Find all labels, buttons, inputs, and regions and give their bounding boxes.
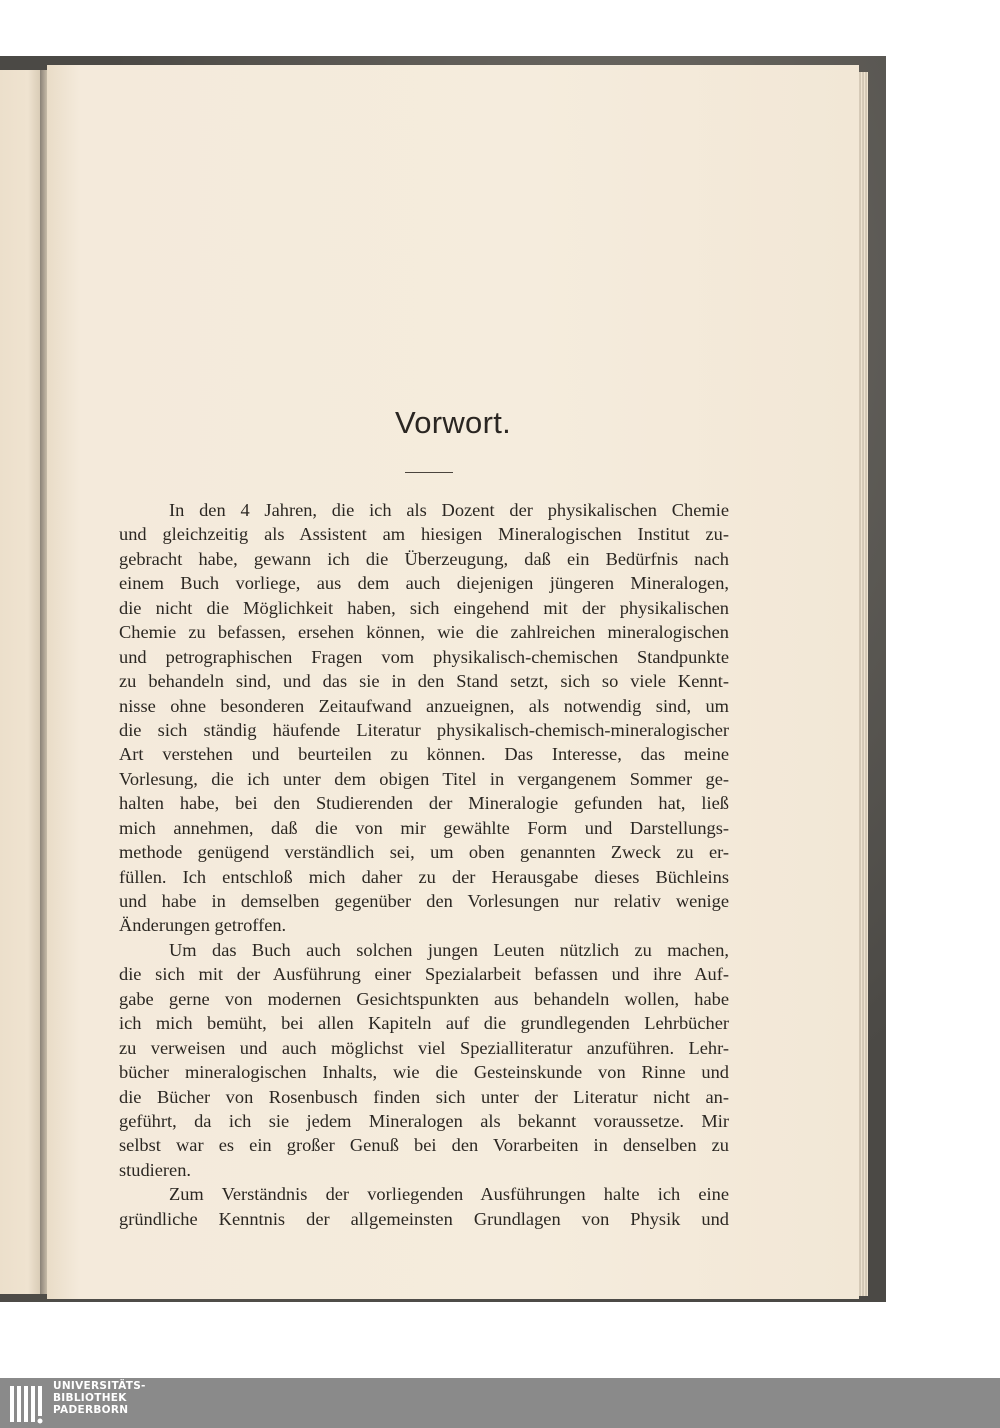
book-page xyxy=(47,65,859,1299)
text-line: füllen. Ich entschloß mich daher zu der Herausgabe dieses Büchleins xyxy=(119,866,729,887)
text-line: methode genügend verständlich sei, um oben genannten Zweck zu er- xyxy=(119,842,729,863)
library-name xyxy=(53,1380,146,1416)
text-line: die Bücher von Rosenbusch finden sich unter der Literatur nicht an- xyxy=(119,1086,729,1107)
text-line: einem Buch vorliege, aus dem auch diejenigen jüngeren Mineralogen, xyxy=(119,573,729,594)
library-name-line3: PADERBORN xyxy=(53,1404,129,1416)
text-line: zu verweisen und auch möglichst viel Spezialliteratur anzuführen. Lehr- xyxy=(119,1037,729,1058)
text-line: Um das Buch auch solchen jungen Leuten nützlich zu machen, xyxy=(169,939,729,960)
text-line: und petrographischen Fragen vom physikalisch-chemischen Standpunkte xyxy=(119,646,729,667)
text-line: Chemie zu befassen, ersehen können, wie die zahlreichen mineralogischen xyxy=(119,622,729,643)
text-line: geführt, da ich sie jedem Mineralogen als bekannt voraussetze. Mir xyxy=(119,1110,729,1131)
text-line: und gleichzeitig als Assistent am hiesigen Mineralogischen Institut zu- xyxy=(119,524,729,545)
text-line: bücher mineralogischen Inhalts, wie die Gesteinskunde von Rinne und xyxy=(119,1062,729,1083)
text-line: zu behandeln sind, und das sie in den Stand setzt, sich so viele Kennt- xyxy=(119,671,729,692)
library-name-line1: UNIVERSITÄTS- xyxy=(53,1380,146,1392)
library-bars-logo-icon xyxy=(8,1382,48,1426)
text-line: gebracht habe, gewann ich die Überzeugung, daß ein Bedürfnis nach xyxy=(119,548,729,569)
left-page-edge xyxy=(0,70,40,1294)
text-line: Änderungen getroffen. xyxy=(119,915,287,936)
text-line: ich mich bemüht, bei allen Kapiteln auf die grundlegenden Lehrbücher xyxy=(119,1013,729,1034)
text-line: nisse ohne besonderen Zeitaufwand anzueignen, als notwendig sind, um xyxy=(119,695,729,716)
text-line: die nicht die Möglichkeit haben, sich eingehend mit der physikalischen xyxy=(119,597,729,618)
text-line: selbst war es ein großer Genuß bei den Vorarbeiten in denselben zu xyxy=(119,1135,729,1156)
library-footer-bar xyxy=(0,1378,1000,1428)
text-line: und habe in demselben gegenüber den Vorlesungen nur relativ wenige xyxy=(119,891,729,911)
page-edges xyxy=(858,72,868,1296)
library-name-line2: BIBLIOTHEK xyxy=(53,1392,127,1404)
text-line: gabe gerne von modernen Gesichtspunkten aus behandeln wollen, habe xyxy=(119,988,729,1009)
title-rule xyxy=(405,472,453,473)
text-line: Zum Verständnis der vorliegenden Ausführungen halte ich eine xyxy=(169,1184,729,1205)
page-title: Vorwort. xyxy=(394,405,512,440)
text-line: Vorlesung, die ich unter dem obigen Titel in vergangenem Sommer ge- xyxy=(119,768,729,789)
text-line: In den 4 Jahren, die ich als Dozent der physikalischen Chemie xyxy=(169,500,729,520)
text-line: halten habe, bei den Studierenden der Mineralogie gefunden hat, ließ xyxy=(119,793,729,814)
text-line: die sich ständig häufende Literatur physikalisch-chemisch-mineralogischer xyxy=(119,719,729,740)
text-line: mich annehmen, daß die von mir gewählte Form und Darstellungs- xyxy=(119,817,729,838)
text-line: gründliche Kenntnis der allgemeinsten Grundlagen von Physik und xyxy=(119,1208,729,1229)
text-line: Art verstehen und beurteilen zu können. Das Interesse, das meine xyxy=(119,744,729,765)
body-text xyxy=(119,498,729,1231)
text-line: studieren. xyxy=(119,1159,192,1180)
text-line: die sich mit der Ausführung einer Spezialarbeit befassen und ihre Auf- xyxy=(119,964,729,985)
